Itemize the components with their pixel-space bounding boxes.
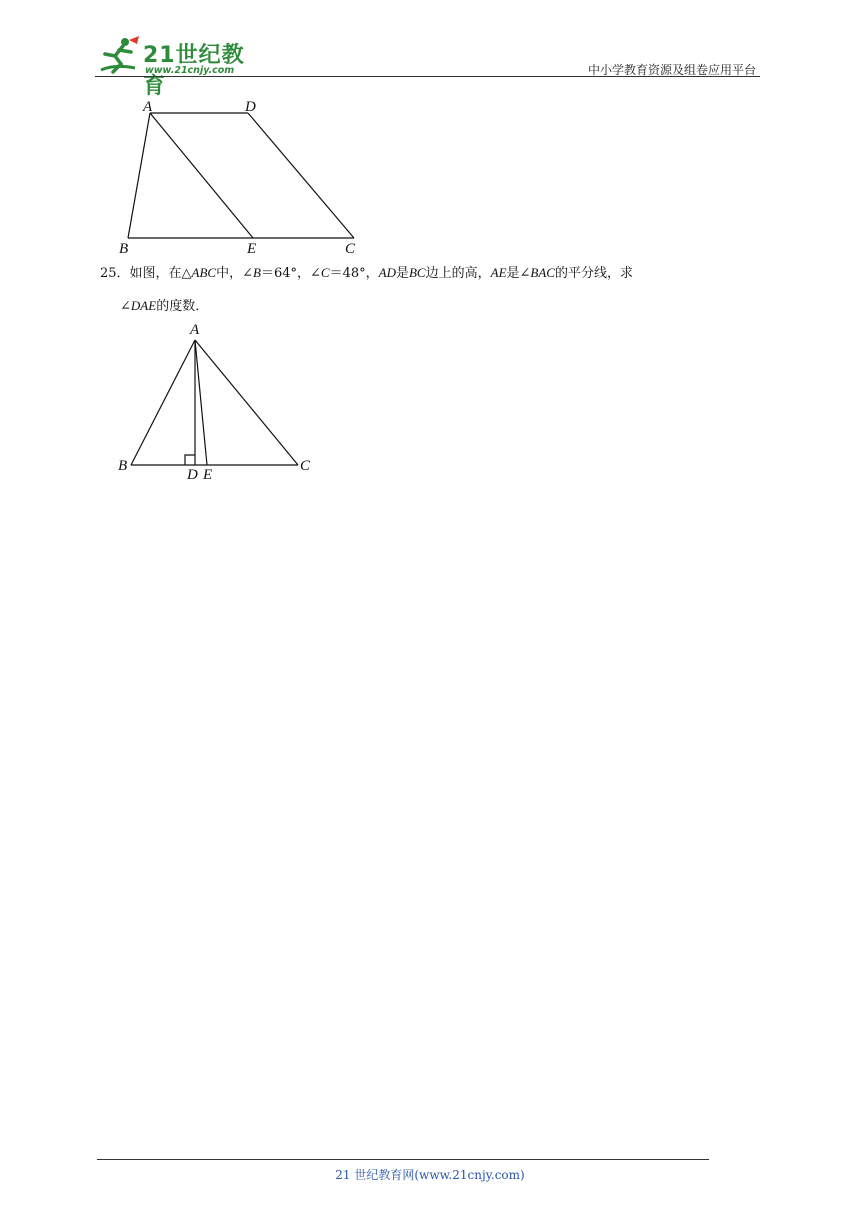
footer-text: 21 世纪教育网(www.21cnjy.com) [335,1168,525,1182]
footer-divider [97,1159,709,1160]
header-divider [95,76,760,77]
label-B: B [119,241,129,257]
logo-url: www.21cnjy.com [145,65,235,76]
text-run: 边上的高， [425,266,491,281]
text-run: 的平分线，求 [554,266,633,281]
figure2-lines [131,340,298,465]
site-logo [95,34,265,99]
text-run: ＝48°， [329,266,379,281]
math-run: B [253,265,261,280]
math-run: AD [378,265,396,280]
triangle-figure [110,320,320,484]
math-run: BC [408,265,426,280]
runner-logo-icon [95,34,143,78]
label-E: E [203,467,213,483]
math-run: BAC [530,265,555,280]
text-run: 中，∠ [216,266,254,281]
math-run: DAE [130,298,157,313]
figure1-lines [128,113,354,238]
segment-AE [195,340,207,465]
math-run: C [320,265,330,280]
parallelogram-figure [110,96,370,258]
label-A: A [190,322,200,338]
label-D: D [187,467,198,483]
segment-AC [195,340,298,465]
question-number: 25． [100,266,130,281]
question-25-line2 [120,296,208,317]
label-C: C [345,241,356,257]
platform-name: 中小学教育资源及组卷应用平台 [587,63,756,77]
text-run: ＝64°，∠ [260,266,321,281]
label-E: E [247,241,257,257]
segment-DC [248,113,354,238]
label-C: C [300,458,311,474]
text-run: 是∠ [506,266,531,281]
label-A: A [143,99,153,115]
text-run: 的度数． [156,299,209,314]
right-angle-mark [185,455,195,465]
math-run: ABC [191,265,217,280]
label-D: D [245,99,256,115]
segment-AB [128,113,150,238]
segment-AB [131,340,195,465]
page-header [95,34,760,99]
text-run: 如图，在△ [129,266,192,281]
math-run: AE [490,265,507,280]
segment-AE [150,113,253,238]
label-B: B [118,458,128,474]
question-25-line1 [100,263,633,284]
text-run: 是 [395,266,409,281]
text-run: ∠ [120,299,131,314]
logo-text: 21世纪教育 [143,43,245,99]
